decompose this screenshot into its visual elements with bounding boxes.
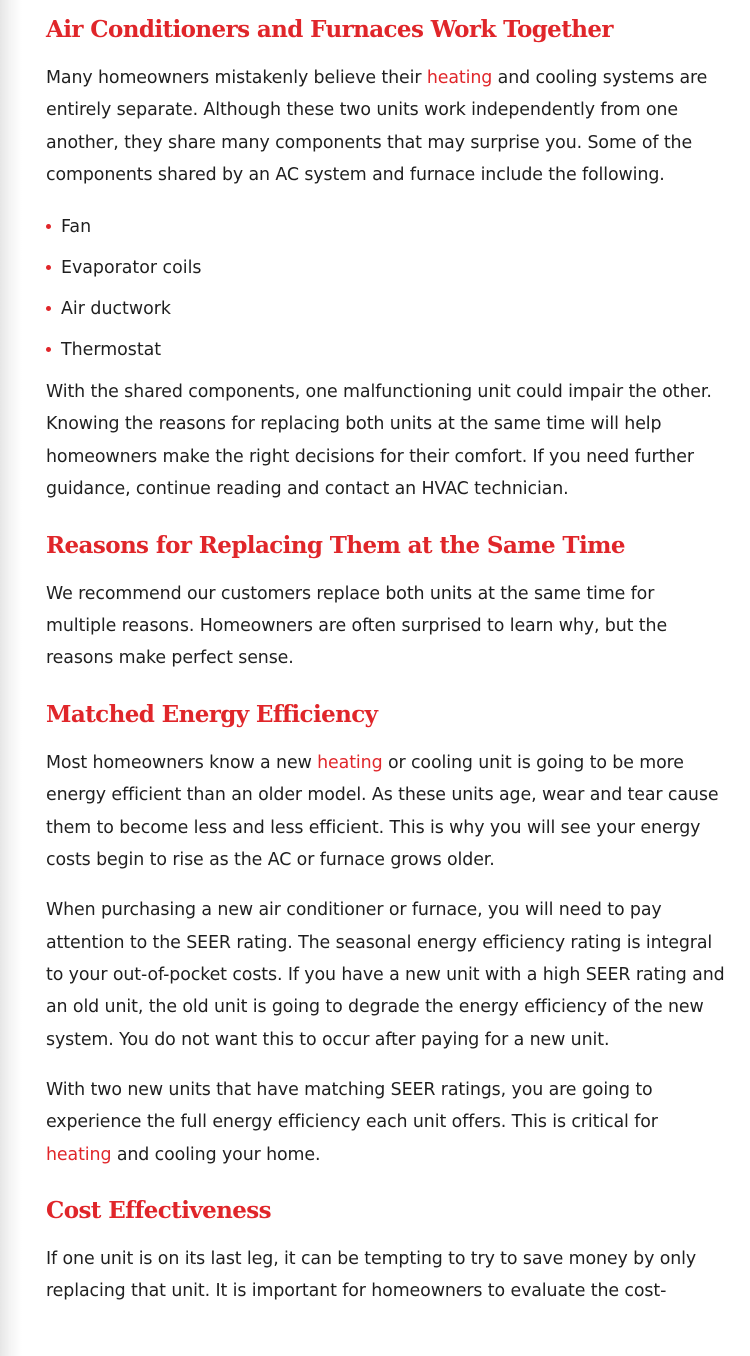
shared-components-list bbox=[46, 211, 728, 366]
paragraph-energy-efficiency-1: Most homeowners know a new heating or cooling unit is going to be more energy efficient than an older model. As these units age, wear and tear cause them to become less and less efficient. This is why you will see your energy costs begin to rise as the AC or furnace grows older. bbox=[46, 752, 719, 871]
bullet-icon bbox=[46, 306, 51, 311]
bullet-icon bbox=[46, 224, 51, 229]
paragraph-replace-reasons: We recommend our customers replace both units at the same time for multiple reasons. Homeowners are often surprised to learn why, but the reasons make perfect sense. bbox=[46, 583, 668, 669]
heating-link[interactable]: heating bbox=[426, 68, 493, 88]
bullet-icon bbox=[46, 347, 51, 352]
paragraph-cost-effectiveness: If one unit is on its last leg, it can be tempting to try to save money by only replacing that unit. It is important for homeowners to evaluate the cost- bbox=[46, 1248, 697, 1302]
paragraph-shared-components-intro: Many homeowners mistakenly believe their heating and cooling systems are entirely separate. Although these two units work independently from one another, they share many components that may surprise you. Some of the components shared by an AC system and furnace include the following. bbox=[46, 68, 708, 186]
heading-ac-furnaces: Air Conditioners and Furnaces Work Together bbox=[46, 16, 613, 43]
list-item: Air ductwork bbox=[46, 293, 728, 325]
article-content bbox=[46, 12, 728, 1308]
heading-replace-same-time: Reasons for Replacing Them at the Same Time bbox=[46, 531, 625, 559]
list-item: Evaporator coils bbox=[46, 252, 728, 284]
bullet-icon bbox=[46, 265, 51, 270]
list-item: Thermostat bbox=[46, 334, 728, 366]
paragraph-energy-efficiency-3: With two new units that have matching SEER ratings, you are going to experience the full energy efficiency each unit offers. This is critical for heating and cooling your home. bbox=[46, 1079, 658, 1165]
list-item: Fan bbox=[46, 211, 728, 243]
paragraph-shared-components-impact: With the shared components, one malfunctioning unit could impair the other. Knowing the reasons for replacing both units at the same time will help homeowners make the right decisions for their comfort. If you need further guidance, continue reading and contact an HVAC technician. bbox=[46, 382, 712, 500]
heading-cost-effectiveness: Cost Effectiveness bbox=[46, 1196, 271, 1224]
heading-energy-efficiency: Matched Energy Efficiency bbox=[46, 700, 378, 728]
heating-link[interactable]: heating bbox=[46, 1144, 112, 1165]
heating-link[interactable]: heating bbox=[317, 752, 383, 773]
page-left-shadow bbox=[0, 0, 22, 1356]
paragraph-energy-efficiency-2: When purchasing a new air conditioner or furnace, you will need to pay attention to the SEER rating. The seasonal energy efficiency rating is integral to your out-of-pocket costs. If you have a new unit with a high SEER rating and an old unit, the old unit is going to degrade the energy efficiency of the new system. You do not want this to occur after paying for a new unit. bbox=[46, 900, 725, 1050]
